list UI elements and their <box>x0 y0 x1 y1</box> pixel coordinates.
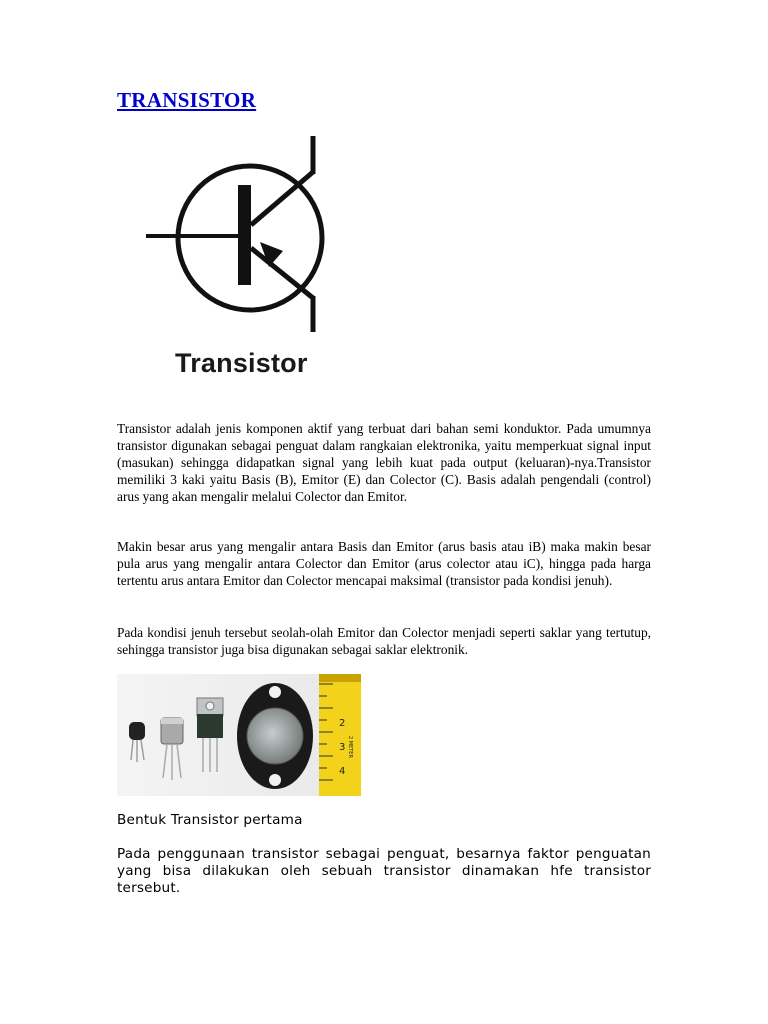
symbol-label: Transistor <box>175 348 308 378</box>
paragraph-saturation: Pada kondisi jenuh tersebut seolah-olah Emitor dan Colector menjadi seperti saklar yang tertutup, sehingga transistor juga bisa digunakan sebagai saklar elektronik. <box>117 625 651 657</box>
symbol-emitter-arrow-icon <box>260 242 283 267</box>
ruler-mark-2: 2 <box>339 718 346 729</box>
photo-caption: Bentuk Transistor pertama <box>117 812 303 828</box>
paragraph-definition: Transistor adalah jenis komponen aktif yang terbuat dari bahan semi konduktor. Pada umumnya transistor digunakan sebagai penguat dalam rangkaian elektronika, yaitu memperkuat signal input (masukan) sehingga didapatkan signal yang lebih kuat pada output (keluaran)-nya.Transistor memiliki 3 kaki yaitu Basis (B), Emitor (E) dan Colector (C). Basis adalah pengendali (control) arus yang akan mengalir melalui Colector dan Emitor. <box>117 421 651 504</box>
symbol-emitter-lead <box>251 248 313 298</box>
ruler-meter-label: 2 METER <box>347 736 353 758</box>
to3-transistor <box>237 683 313 789</box>
paragraph-hfe: Pada penggunaan transistor sebagai penguat, besarnya faktor penguatan yang bisa dilakukan oleh sebuah transistor dinamakan hfe transistor tersebut. <box>117 846 651 896</box>
symbol-collector-lead <box>251 172 313 225</box>
transistor-photo <box>117 674 361 796</box>
document-title-link[interactable]: TRANSISTOR <box>117 88 257 112</box>
tape-measure-ruler <box>319 674 361 796</box>
transistor-symbol-diagram <box>138 130 360 380</box>
paragraph-current: Makin besar arus yang mengalir antara Basis dan Emitor (arus basis atau iB) maka makin besar pula arus yang mengalir antara Colector dan Emitor (arus colector atau iC), hingga pada harga tertentu arus antara Emitor dan Colector mencapai maksimal (transistor pada kondisi jenuh). <box>117 539 651 588</box>
ruler-mark-3: 3 <box>339 742 346 753</box>
ruler-mark-4: 4 <box>339 766 346 777</box>
symbol-base-bar <box>238 185 251 285</box>
